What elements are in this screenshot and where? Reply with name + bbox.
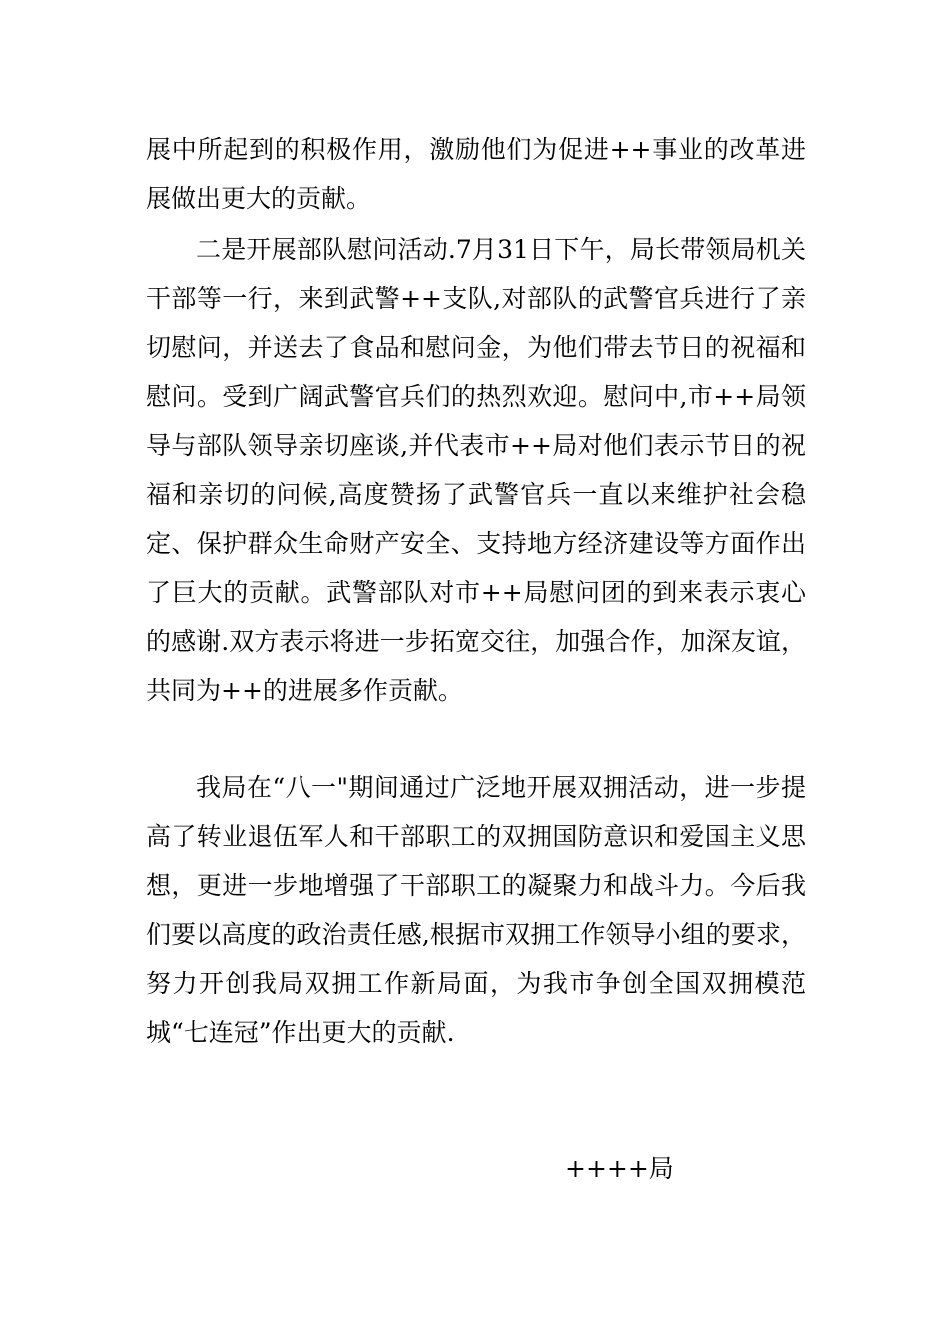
signature: ++++局	[565, 1154, 674, 1183]
paragraph-continuation: 展中所起到的积极作用，激励他们为促进++事业的改革进展做出更大的贡献。	[146, 135, 806, 213]
paragraph-troop-visit: 二是开展部队慰问活动.7月31日下午，局长带领局机关干部等一行，来到武警++支队,对部队的武警官兵进行了亲切慰问，并送去了食品和慰问金，为他们带去节日的祝福和慰问。受到广阔武警官兵们的热烈欢迎。慰问中,市++局领导与部队领导亲切座谈,并代表市++局对他们表示节日的祝福和亲切的问候,高度赞扬了武警官兵一直以来维护社会稳定、保护群众生命财产安全、支持地方经济建设等方面作出了巨大的贡献。武警部队对市++局慰问团的到来表示衷心的感谢.双方表示将进一步拓宽交往，加强合作，加深友谊，共同为++的进展多作贡献。	[146, 235, 806, 705]
paragraph-summary: 我局在“八一"期间通过广泛地开展双拥活动，进一步提高了转业退伍军人和干部职工的双拥国防意识和爱国主义思想，更进一步地增强了干部职工的凝聚力和战斗力。今后我们要以高度的政治责任感,根据市双拥工作领导小组的要求，努力开创我局双拥工作新局面，为我市争创全国双拥模范城“七连冠”作出更大的贡献.	[146, 773, 806, 1047]
